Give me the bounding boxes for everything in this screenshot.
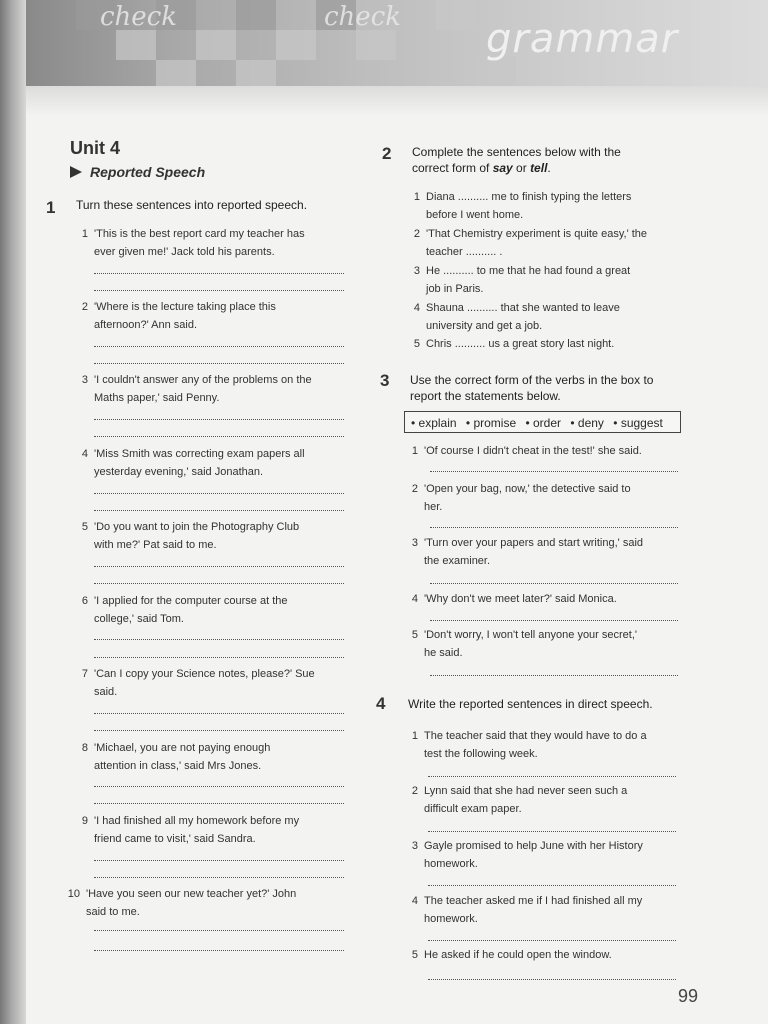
item-line-2: with me?' Pat said to me. <box>94 539 217 551</box>
answer-line[interactable] <box>94 419 344 420</box>
item-text <box>94 518 366 554</box>
exercise-2-title-line1: Complete the sentences below with the <box>412 145 621 159</box>
item-text <box>94 812 366 848</box>
answer-line[interactable] <box>428 776 676 777</box>
item-text <box>424 480 696 516</box>
exercise-2-title <box>412 144 621 176</box>
banner-grammar-word: grammar <box>486 16 679 62</box>
item-text <box>426 299 698 335</box>
exercise-2-title-pre: correct form of <box>412 161 493 175</box>
item-line-1: 'Can I copy your Science notes, please?' Sue <box>94 668 315 680</box>
answer-line[interactable] <box>94 273 344 274</box>
item-line-2: said to me. <box>86 906 140 918</box>
item-text <box>424 534 696 570</box>
item-number: 5 <box>413 338 420 350</box>
item-number: 2 <box>413 228 420 240</box>
exercise-2-title-or: or <box>512 161 531 175</box>
item-line-1: Gayle promised to help June with her History <box>424 840 643 852</box>
answer-line[interactable] <box>94 510 344 511</box>
exercise-2-title-say: say <box>492 161 513 175</box>
item-text <box>94 445 366 481</box>
item-line-1: 'I applied for the computer course at the <box>94 595 288 607</box>
item-number: 1 <box>413 191 420 203</box>
item-line-2: difficult exam paper. <box>424 803 522 815</box>
item-line-1: 'Where is the lecture taking place this <box>94 301 276 313</box>
answer-line[interactable] <box>428 831 676 832</box>
item-text <box>424 442 696 460</box>
exercise-2-title-line2 <box>412 160 621 176</box>
item-number: 5 <box>411 629 418 641</box>
banner-check-word-2: check <box>324 2 402 32</box>
word-order: • order <box>525 416 562 430</box>
answer-line[interactable] <box>430 527 678 528</box>
item-number: 4 <box>411 593 418 605</box>
item-text <box>426 188 698 224</box>
item-line-1: The teacher said that they would have to do a <box>424 730 647 742</box>
answer-line[interactable] <box>428 940 676 941</box>
item-line-1: Shauna .......... that she wanted to leave <box>426 302 620 314</box>
banner-fade <box>26 86 768 116</box>
item-text <box>424 837 696 873</box>
item-line-1: 'I had finished all my homework before my <box>94 815 300 827</box>
item-line-2: he said. <box>424 647 463 659</box>
answer-line[interactable] <box>94 930 344 931</box>
item-number: 3 <box>413 265 420 277</box>
item-line-1: 'Don't worry, I won't tell anyone your secret,' <box>424 629 638 641</box>
grammar-check-banner <box>26 0 768 86</box>
item-line-1: 'Open your bag, now,' the detective said to <box>424 483 631 495</box>
answer-line[interactable] <box>94 566 344 567</box>
item-number: 7 <box>81 668 88 680</box>
item-line-1: 'This is the best report card my teacher has <box>94 228 305 240</box>
item-line-2: homework. <box>424 913 478 925</box>
word-deny: • deny <box>570 416 604 430</box>
item-text <box>424 892 696 928</box>
item-line-1: Chris .......... us a great story last night. <box>426 338 615 350</box>
item-number: 4 <box>413 302 420 314</box>
banner-check-word: check <box>100 2 178 32</box>
item-line-2: the examiner. <box>424 555 491 567</box>
item-number: 10 <box>67 888 80 900</box>
exercise-3-number: 3 <box>380 371 390 390</box>
item-line-1: 'Of course I didn't cheat in the test!' she said. <box>424 445 642 457</box>
item-line-1: The teacher asked me if I had finished all my <box>424 895 643 907</box>
item-text <box>424 590 696 608</box>
exercise-3-title-line1: Use the correct form of the verbs in the box to <box>410 373 654 387</box>
item-text <box>424 727 696 763</box>
item-number: 2 <box>411 785 418 797</box>
item-line-2: job in Paris. <box>426 283 484 295</box>
word-explain: • explain <box>411 416 457 430</box>
item-number: 5 <box>411 949 418 961</box>
item-line-1: 'Turn over your papers and start writing,' said <box>424 537 644 549</box>
item-line-2: homework. <box>424 858 478 870</box>
answer-line[interactable] <box>430 620 678 621</box>
exercise-2-title-end: . <box>547 161 551 175</box>
item-text <box>426 335 698 353</box>
unit-subtitle <box>70 164 205 180</box>
item-text <box>94 371 366 407</box>
item-number: 2 <box>81 301 88 313</box>
item-line-2: said. <box>94 686 118 698</box>
item-line-2: Maths paper,' said Penny. <box>94 392 220 404</box>
item-text <box>94 592 366 628</box>
page-number: 99 <box>678 986 699 1006</box>
item-text <box>426 225 698 261</box>
triangle-arrow-icon <box>70 166 82 178</box>
item-line-1: He asked if he could open the window. <box>424 949 612 961</box>
answer-line[interactable] <box>94 657 344 658</box>
book-spine-shadow <box>0 0 26 1024</box>
exercise-3-title-line2: report the statements below. <box>410 389 561 403</box>
item-line-2: yesterday evening,' said Jonathan. <box>94 466 264 478</box>
exercise-1-number: 1 <box>46 198 56 217</box>
item-line-1: 'Do you want to join the Photography Club <box>94 521 300 533</box>
answer-line[interactable] <box>94 363 344 364</box>
item-line-1: He .......... to me that he had found a great <box>426 265 631 277</box>
item-text <box>426 262 698 298</box>
answer-line[interactable] <box>94 290 344 291</box>
item-number: 8 <box>81 742 88 754</box>
item-line-2: attention in class,' said Mrs Jones. <box>94 760 262 772</box>
item-text <box>424 626 696 662</box>
item-number: 1 <box>411 730 418 742</box>
exercise-4-number: 4 <box>376 694 386 713</box>
item-number: 3 <box>81 374 88 386</box>
answer-line[interactable] <box>94 639 344 640</box>
item-line-1: Diana .......... me to finish typing the letters <box>426 191 632 203</box>
answer-line[interactable] <box>430 583 678 584</box>
answer-line[interactable] <box>94 436 344 437</box>
word-suggest: • suggest <box>613 416 663 430</box>
item-line-2: college,' said Tom. <box>94 613 184 625</box>
item-number: 3 <box>411 537 418 549</box>
item-text <box>424 782 696 818</box>
item-text <box>94 298 366 334</box>
answer-line[interactable] <box>94 950 344 951</box>
item-line-2: friend came to visit,' said Sandra. <box>94 833 256 845</box>
exercise-4-title: Write the reported sentences in direct speech. <box>408 697 653 711</box>
exercise-2-number: 2 <box>382 144 392 163</box>
answer-line[interactable] <box>430 675 678 676</box>
answer-line[interactable] <box>428 979 676 980</box>
item-number: 9 <box>81 815 88 827</box>
answer-line[interactable] <box>94 493 344 494</box>
answer-line[interactable] <box>94 803 344 804</box>
item-line-1: 'Why don't we meet later?' said Monica. <box>424 593 617 605</box>
answer-line[interactable] <box>430 471 678 472</box>
answer-line[interactable] <box>94 860 344 861</box>
answer-line[interactable] <box>94 713 344 714</box>
answer-line[interactable] <box>428 885 676 886</box>
item-line-2: test the following week. <box>424 748 538 760</box>
exercise-2-title-tell: tell <box>530 161 548 175</box>
item-text <box>94 225 366 261</box>
item-line-1: 'I couldn't answer any of the problems on the <box>94 374 312 386</box>
answer-line[interactable] <box>94 877 344 878</box>
item-line-2: afternoon?' Ann said. <box>94 319 198 331</box>
item-line-2: her. <box>424 501 443 513</box>
item-line-1: 'Miss Smith was correcting exam papers all <box>94 448 305 460</box>
item-line-1: 'Have you seen our new teacher yet?' John <box>86 888 297 900</box>
item-line-2: before I went home. <box>426 209 524 221</box>
item-number: 1 <box>81 228 88 240</box>
unit-subtitle-text: Reported Speech <box>90 164 206 180</box>
item-text <box>94 739 366 775</box>
verb-word-box <box>404 411 681 433</box>
answer-line[interactable] <box>94 346 344 347</box>
item-number: 5 <box>81 521 88 533</box>
item-number: 6 <box>81 595 88 607</box>
item-text <box>86 885 358 921</box>
answer-line[interactable] <box>94 786 344 787</box>
unit-title: Unit 4 <box>70 138 121 158</box>
item-line-1: Lynn said that she had never seen such a <box>424 785 628 797</box>
item-number: 1 <box>411 445 418 457</box>
item-line-2: teacher .......... . <box>426 246 503 258</box>
item-number: 4 <box>411 895 418 907</box>
item-line-2: university and get a job. <box>426 320 543 332</box>
answer-line[interactable] <box>94 730 344 731</box>
item-number: 3 <box>411 840 418 852</box>
answer-line[interactable] <box>94 583 344 584</box>
exercise-1-title: Turn these sentences into reported speech. <box>76 198 308 212</box>
item-number: 4 <box>81 448 88 460</box>
item-line-2: ever given me!' Jack told his parents. <box>94 246 275 258</box>
item-text <box>424 946 696 964</box>
item-number: 2 <box>411 483 418 495</box>
item-line-1: 'Michael, you are not paying enough <box>94 742 271 754</box>
item-line-1: 'That Chemistry experiment is quite easy,' the <box>426 228 648 240</box>
item-text <box>94 665 366 701</box>
word-promise: • promise <box>465 416 517 430</box>
exercise-3-title <box>410 372 653 404</box>
